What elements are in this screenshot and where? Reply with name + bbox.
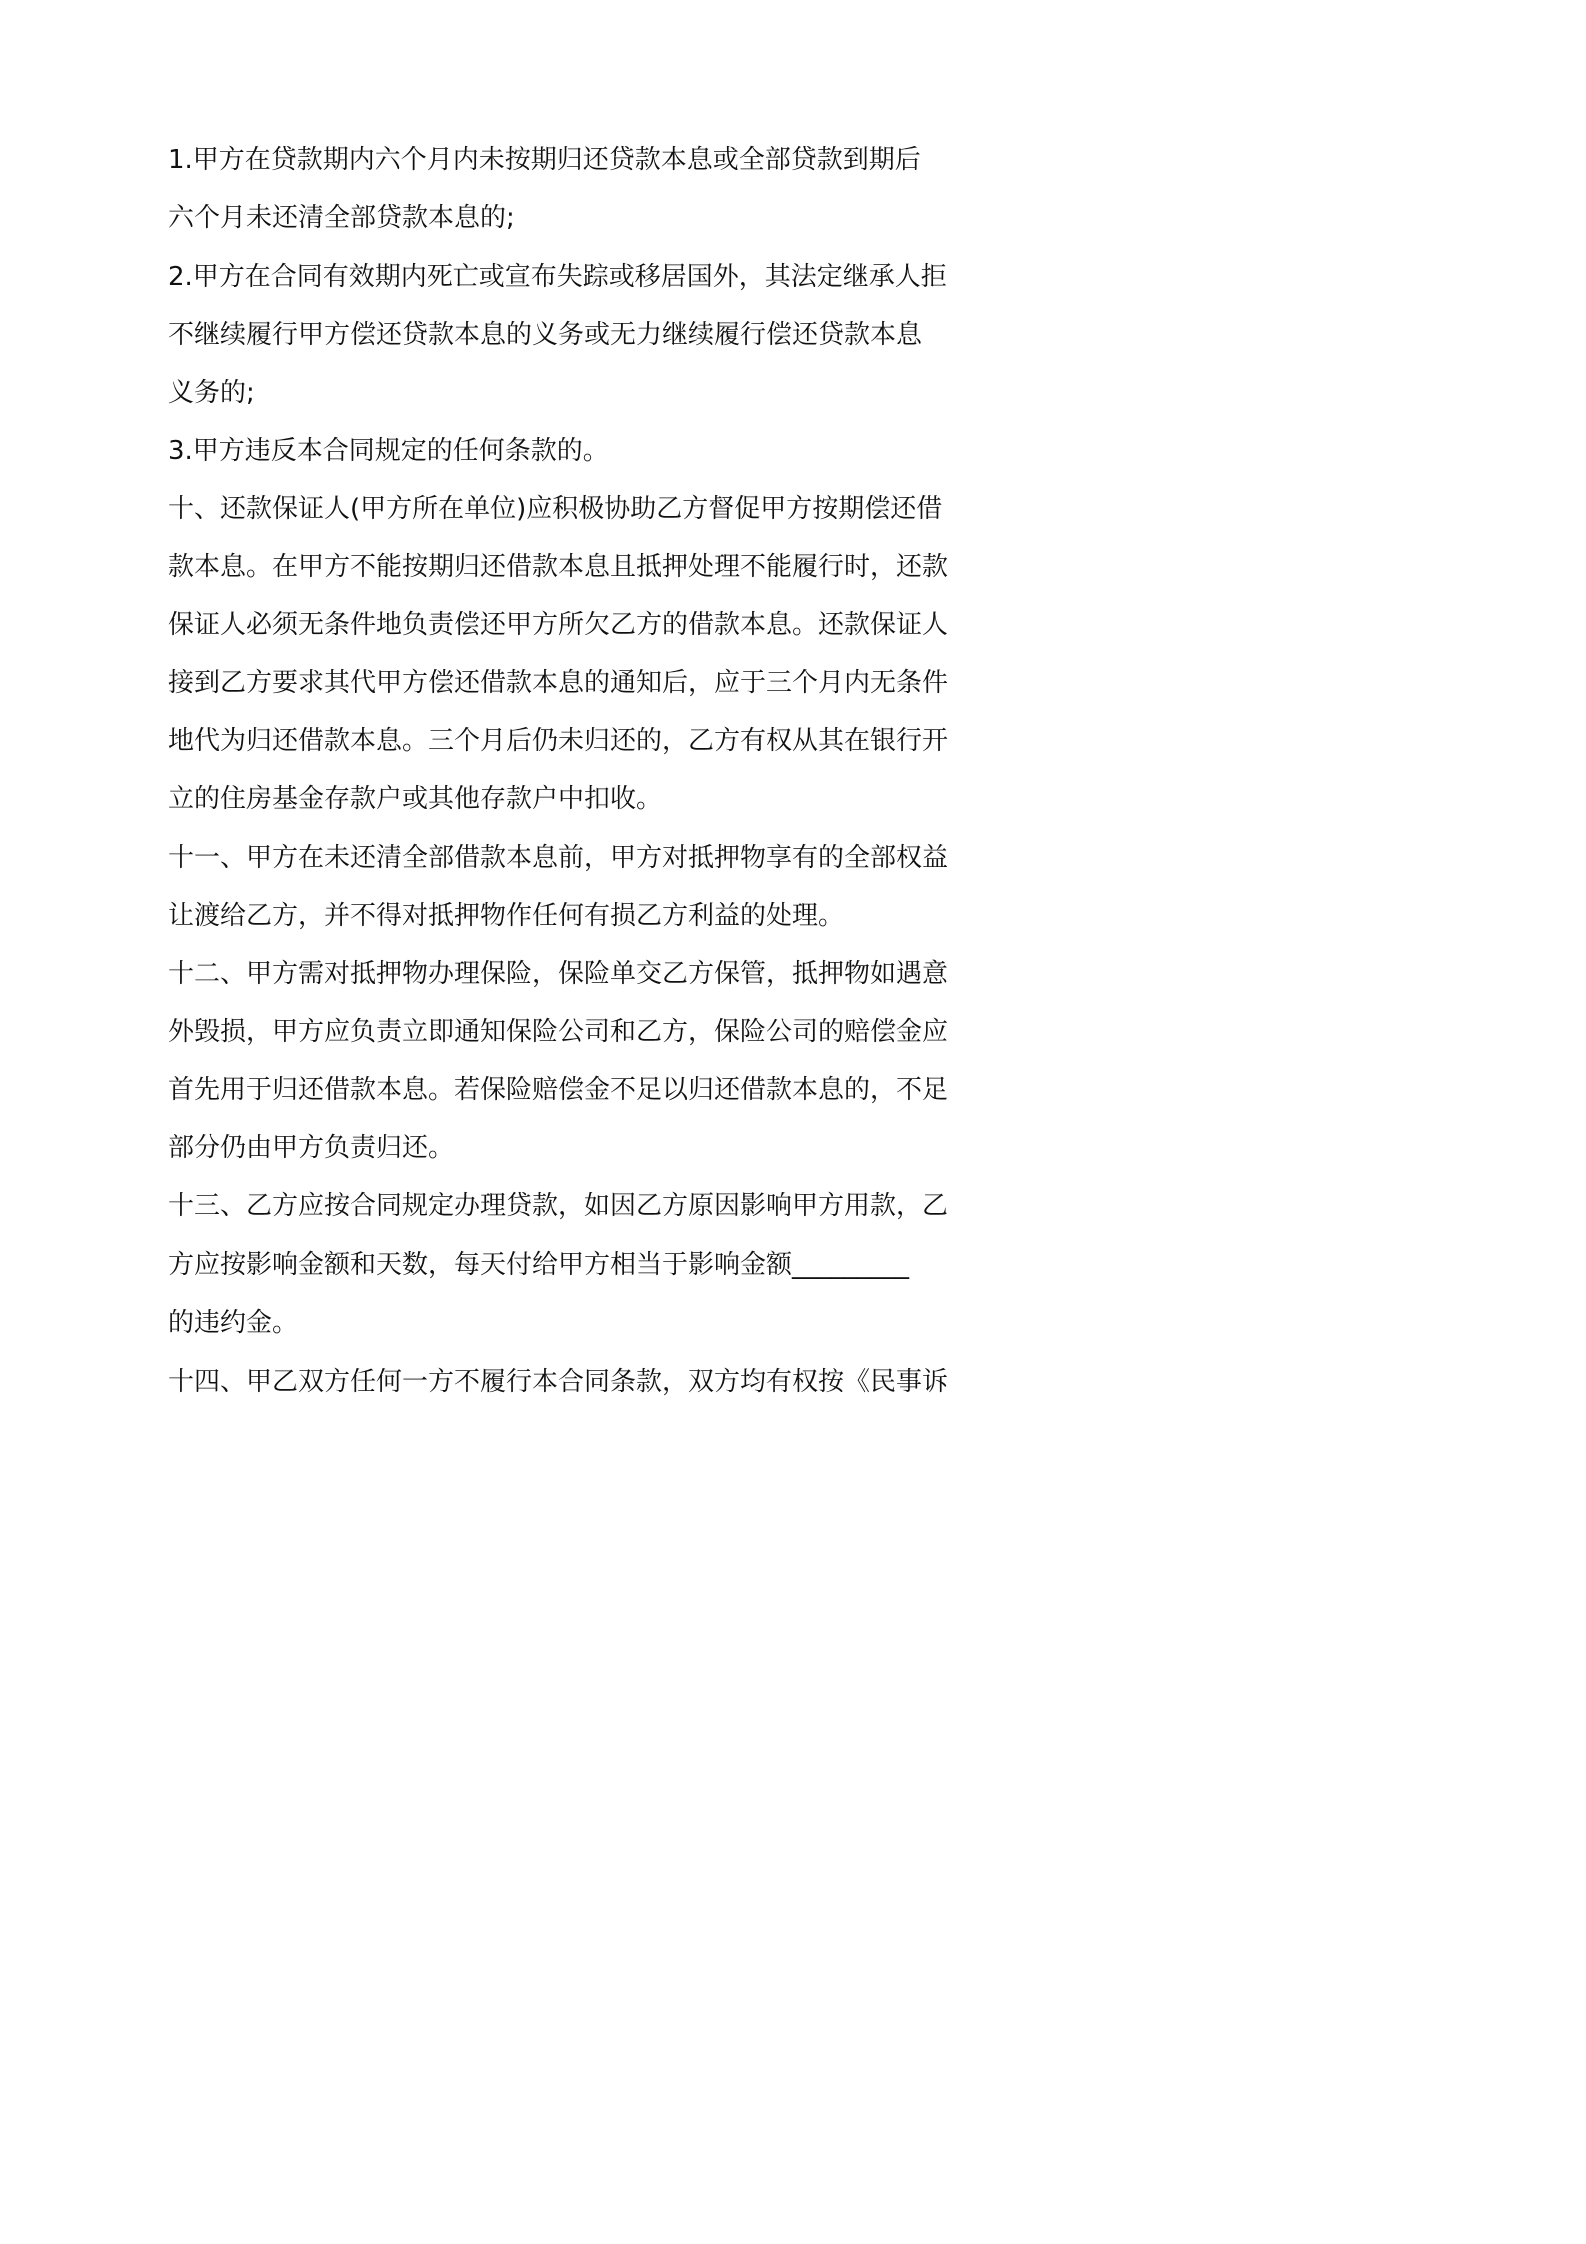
text-line: 外毁损，甲方应负责立即通知保险公司和乙方，保险公司的赔偿金应	[168, 1017, 949, 1047]
text-line: 不继续履行甲方偿还贷款本息的义务或无力继续履行偿还贷款本息	[168, 320, 923, 350]
text-line: 十三、乙方应按合同规定办理贷款，如因乙方原因影响甲方用款，乙	[168, 1191, 949, 1221]
text-line: 3.甲方违反本合同规定的任何条款的。	[168, 436, 609, 466]
document-page	[0, 0, 1102, 1560]
text-line: 款本息。在甲方不能按期归还借款本息且抵押处理不能履行时，还款	[168, 552, 949, 582]
text-line: 首先用于归还借款本息。若保险赔偿金不足以归还借款本息的，不足	[168, 1075, 949, 1105]
text-line: 部分仍由甲方负责归还。	[168, 1133, 455, 1163]
text-line: 十一、甲方在未还清全部借款本息前，甲方对抵押物享有的全部权益	[168, 843, 949, 873]
text-line: 十四、甲乙双方任何一方不履行本合同条款，双方均有权按《民事诉	[168, 1367, 949, 1397]
text-line: 十、还款保证人(甲方所在单位)应积极协助乙方督促甲方按期偿还借	[168, 494, 943, 524]
text-line: 1.甲方在贷款期内六个月内未按期归还贷款本息或全部贷款到期后	[168, 145, 921, 175]
text-line: 2.甲方在合同有效期内死亡或宣布失踪或移居国外，其法定继承人拒	[168, 262, 947, 292]
text-line: 保证人必须无条件地负责偿还甲方所欠乙方的借款本息。还款保证人	[168, 610, 949, 640]
text-line: 义务的;	[168, 378, 255, 408]
text-line: 接到乙方要求其代甲方偿还借款本息的通知后，应于三个月内无条件	[168, 668, 949, 698]
text-line: 立的住房基金存款户或其他存款户中扣收。	[168, 784, 663, 814]
text-line: 地代为归还借款本息。三个月后仍未归还的，乙方有权从其在银行开	[168, 726, 949, 756]
text-line: 六个月未还清全部贷款本息的;	[168, 203, 515, 233]
text-line: 的违约金。	[168, 1308, 299, 1338]
text-line: 十二、甲方需对抵押物办理保险，保险单交乙方保管，抵押物如遇意	[168, 959, 949, 989]
text-line: 方应按影响金额和天数，每天付给甲方相当于影响金额_________	[168, 1250, 910, 1280]
text-line: 让渡给乙方，并不得对抵押物作任何有损乙方利益的处理。	[168, 901, 845, 931]
